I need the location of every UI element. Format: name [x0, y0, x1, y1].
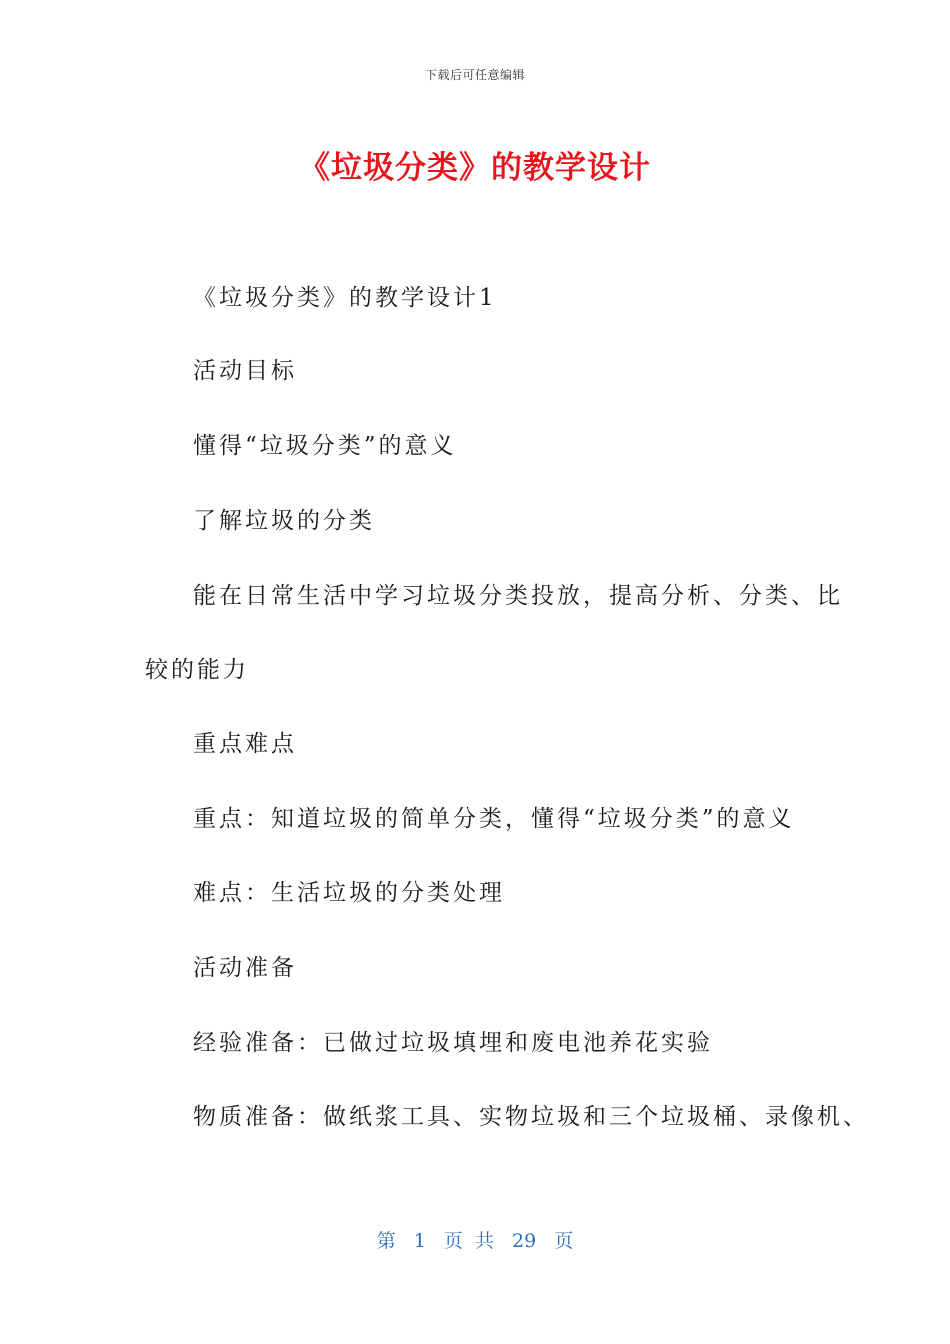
- paragraph-experience-prep: 经验准备：已做过垃圾填埋和废电池养花实验: [193, 1030, 713, 1056]
- document-title: 《垃圾分类》的教学设计: [299, 150, 651, 186]
- paragraph-preparation-heading: 活动准备: [193, 955, 297, 981]
- footer-page-number: 1: [413, 1230, 426, 1252]
- page-footer: [0, 1226, 950, 1253]
- footer-prefix: 第: [376, 1230, 396, 1252]
- paragraph-goal-3: 能在日常生活中学习垃圾分类投放，提高分析、分类、比: [193, 583, 843, 609]
- header-note: 下载后可任意编辑: [424, 68, 525, 82]
- paragraph-material-prep: 物质准备：做纸浆工具、实物垃圾和三个垃圾桶、录像机、: [193, 1104, 869, 1130]
- paragraph-activity-goals-heading: 活动目标: [193, 358, 297, 384]
- paragraph-goal-3-continued: 较的能力: [145, 657, 249, 683]
- paragraph-goal-1: 懂得“垃圾分类”的意义: [193, 433, 457, 459]
- paragraph-key-point: 重点：知道垃圾的简单分类，懂得“垃圾分类”的意义: [193, 806, 795, 832]
- footer-total-pages: 29: [512, 1230, 537, 1252]
- paragraph-goal-2: 了解垃圾的分类: [193, 508, 375, 534]
- footer-suffix: 页: [554, 1230, 574, 1252]
- footer-middle: 页 共: [443, 1230, 494, 1252]
- paragraph-key-points-heading: 重点难点: [193, 731, 297, 757]
- paragraph-difficulty: 难点：生活垃圾的分类处理: [193, 880, 505, 906]
- paragraph-section-heading: 《垃圾分类》的教学设计1: [193, 285, 497, 311]
